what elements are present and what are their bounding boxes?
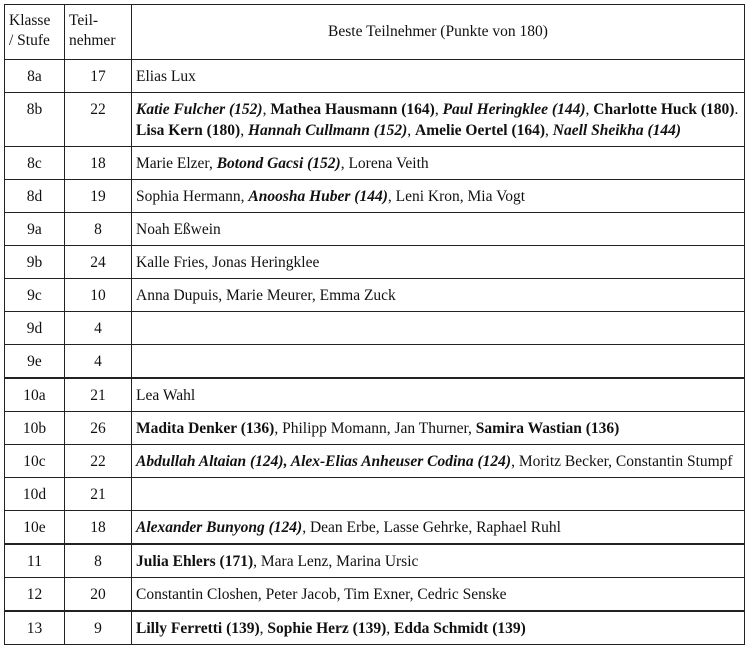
- name-segment: Katie Fulcher (152): [136, 101, 263, 118]
- cell-teilnehmer: 21: [65, 478, 132, 511]
- cell-teilnehmer: 4: [65, 312, 132, 345]
- table-row: [5, 578, 745, 612]
- name-segment: , Philipp Momann, Jan Thurner,: [274, 420, 476, 437]
- name-segment: ,: [259, 620, 268, 637]
- name-segment: Constantin Closhen, Peter Jacob, Tim Exner, Cedric Senske: [136, 586, 507, 603]
- header-klasse-line1: Klasse: [9, 12, 51, 29]
- name-segment: , Moritz Becker, Constantin Stumpf: [511, 453, 733, 470]
- cell-teilnehmer: 9: [65, 611, 132, 645]
- table-row: [5, 611, 745, 645]
- cell-teilnehmer: 8: [65, 213, 132, 246]
- cell-klasse: 9c: [5, 279, 65, 312]
- cell-beste-teilnehmer: [132, 246, 745, 279]
- header-beste-teilnehmer: Beste Teilnehmer (Punkte von 180): [132, 5, 745, 60]
- cell-klasse: 10a: [5, 378, 65, 412]
- cell-teilnehmer: 22: [65, 445, 132, 478]
- name-segment: Lea Wahl: [136, 387, 196, 404]
- cell-beste-teilnehmer: [132, 312, 745, 345]
- table-row: [5, 445, 745, 478]
- table-row: [5, 60, 745, 93]
- table-row: [5, 478, 745, 511]
- name-segment: ,: [262, 101, 271, 118]
- name-segment: Mathea Hausmann (164): [270, 101, 435, 118]
- name-segment: ,: [407, 122, 416, 139]
- cell-klasse: 9b: [5, 246, 65, 279]
- cell-teilnehmer: 10: [65, 279, 132, 312]
- name-segment: Hannah Cullmann (152): [247, 122, 408, 139]
- table-row: [5, 378, 745, 412]
- header-row: [5, 5, 745, 60]
- cell-teilnehmer: 4: [65, 345, 132, 379]
- cell-teilnehmer: 18: [65, 511, 132, 545]
- cell-beste-teilnehmer: [132, 544, 745, 578]
- table-row: [5, 279, 745, 312]
- name-segment: Lisa Kern (180): [136, 122, 241, 139]
- name-segment: Sophie Herz (139): [267, 620, 387, 637]
- cell-beste-teilnehmer: [132, 611, 745, 645]
- cell-beste-teilnehmer: [132, 378, 745, 412]
- table-row: [5, 147, 745, 180]
- name-segment: Amelie Oertel (164): [415, 122, 546, 139]
- cell-klasse: 10e: [5, 511, 65, 545]
- name-segment: , Mara Lenz, Marina Ursic: [253, 553, 419, 570]
- cell-beste-teilnehmer: [132, 279, 745, 312]
- name-segment: , Lorena Veith: [340, 155, 429, 172]
- table-row: [5, 544, 745, 578]
- name-segment: Alexander Bunyong (124): [136, 519, 303, 536]
- name-segment: ,: [585, 101, 594, 118]
- cell-klasse: 13: [5, 611, 65, 645]
- name-segment: Charlotte Huck (180): [593, 101, 735, 118]
- table-row: [5, 93, 745, 147]
- cell-beste-teilnehmer: [132, 93, 745, 147]
- header-klasse-stufe: [5, 5, 65, 60]
- cell-teilnehmer: 17: [65, 60, 132, 93]
- cell-klasse: 8c: [5, 147, 65, 180]
- table-row: [5, 511, 745, 545]
- cell-klasse: 10c: [5, 445, 65, 478]
- cell-teilnehmer: 22: [65, 93, 132, 147]
- name-segment: Anoosha Huber (144): [248, 188, 388, 205]
- header-teilnehmer-line2: nehmer: [69, 32, 116, 49]
- cell-beste-teilnehmer: [132, 213, 745, 246]
- name-segment: Edda Schmidt (139): [394, 620, 526, 637]
- table-row: [5, 246, 745, 279]
- cell-klasse: 9e: [5, 345, 65, 379]
- cell-teilnehmer: 19: [65, 180, 132, 213]
- cell-beste-teilnehmer: [132, 511, 745, 545]
- name-segment: .: [734, 101, 739, 118]
- cell-klasse: 9a: [5, 213, 65, 246]
- cell-klasse: 8b: [5, 93, 65, 147]
- cell-klasse: 8a: [5, 60, 65, 93]
- cell-klasse: 8d: [5, 180, 65, 213]
- cell-beste-teilnehmer: [132, 478, 745, 511]
- cell-klasse: 11: [5, 544, 65, 578]
- results-table-wrapper: [4, 4, 745, 645]
- header-teilnehmer-line1: Teil-: [69, 12, 99, 29]
- cell-beste-teilnehmer: [132, 345, 745, 379]
- table-body: [5, 60, 745, 645]
- cell-beste-teilnehmer: [132, 60, 745, 93]
- table-row: [5, 412, 745, 445]
- cell-teilnehmer: 21: [65, 378, 132, 412]
- name-segment: Marie Elzer,: [136, 155, 217, 172]
- cell-beste-teilnehmer: [132, 147, 745, 180]
- cell-klasse: 12: [5, 578, 65, 612]
- table-row: [5, 312, 745, 345]
- cell-klasse: 9d: [5, 312, 65, 345]
- name-segment: ,: [386, 620, 394, 637]
- name-segment: Paul Heringklee (144): [442, 101, 586, 118]
- cell-teilnehmer: 20: [65, 578, 132, 612]
- cell-teilnehmer: 18: [65, 147, 132, 180]
- name-segment: Lilly Ferretti (139): [136, 620, 260, 637]
- cell-klasse: 10b: [5, 412, 65, 445]
- name-segment: Abdullah Altaian (124), Alex-Elias Anheuser Codina (124): [136, 453, 512, 470]
- name-segment: Kalle Fries, Jonas Heringklee: [136, 254, 320, 271]
- name-segment: Julia Ehlers (171): [136, 553, 254, 570]
- table-row: [5, 345, 745, 379]
- name-segment: Sophia Hermann,: [136, 188, 249, 205]
- name-segment: Elias Lux: [136, 68, 196, 85]
- cell-beste-teilnehmer: [132, 412, 745, 445]
- cell-klasse: 10d: [5, 478, 65, 511]
- name-segment: ,: [240, 122, 248, 139]
- name-segment: Naell Sheikha (144): [552, 122, 682, 139]
- name-segment: , Leni Kron, Mia Vogt: [387, 188, 526, 205]
- name-segment: Anna Dupuis, Marie Meurer, Emma Zuck: [136, 287, 396, 304]
- name-segment: Botond Gacsi (152): [216, 155, 341, 172]
- name-segment: Noah Eßwein: [136, 221, 221, 238]
- name-segment: Madita Denker (136): [136, 420, 275, 437]
- name-segment: Samira Wastian (136): [475, 420, 620, 437]
- cell-teilnehmer: 24: [65, 246, 132, 279]
- name-segment: ,: [434, 101, 443, 118]
- header-teilnehmer: [65, 5, 132, 60]
- header-klasse-line2: / Stufe: [9, 32, 50, 49]
- name-segment: , Dean Erbe, Lasse Gehrke, Raphael Ruhl: [302, 519, 561, 536]
- table-row: [5, 180, 745, 213]
- cell-teilnehmer: 8: [65, 544, 132, 578]
- cell-beste-teilnehmer: [132, 445, 745, 478]
- table-row: [5, 213, 745, 246]
- name-segment: ,: [545, 122, 553, 139]
- cell-beste-teilnehmer: [132, 180, 745, 213]
- cell-teilnehmer: 26: [65, 412, 132, 445]
- cell-beste-teilnehmer: [132, 578, 745, 612]
- results-table: [4, 4, 745, 645]
